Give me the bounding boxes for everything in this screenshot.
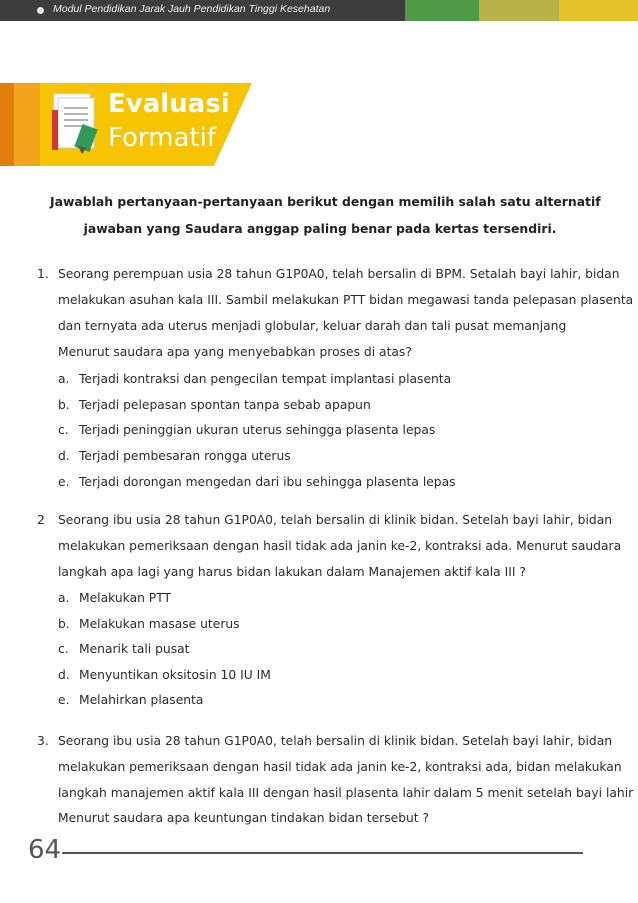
banner-title-formatif: Formatif [108, 123, 216, 153]
question-text-line: Menurut saudara apa keuntungan tindakan bidan tersebut ? [58, 811, 430, 825]
question-text-line: melakukan pemeriksaan dengan hasil tidak ada janin ke-2, kontraksi ada, bidan melakukan [58, 760, 622, 774]
option-text: Terjadi pembesaran rongga uterus [79, 449, 291, 463]
option-text: Melahirkan plasenta [79, 693, 204, 707]
instruction [50, 188, 601, 242]
question-text-line: Seorang ibu usia 28 tahun G1P0A0, telah bersalin di klinik bidan. Setelah bayi lahir, bidan [58, 513, 613, 527]
banner-stripe-orange [0, 83, 14, 166]
banner-stripe-amber [14, 83, 40, 166]
header-green-segment [405, 0, 479, 21]
option-text: Menyuntikan oksitosin 10 IU IM [79, 668, 271, 682]
question-text-line: melakukan pemeriksaan dengan hasil tidak ada janin ke-2, kontraksi ada. Menurut saudara [58, 539, 622, 553]
question-text-line: Seorang ibu usia 28 tahun G1P0A0, telah bersalin di klinik bidan. Setelah bayi lahir, bidan [58, 734, 613, 748]
document-pencil-icon [48, 90, 104, 156]
option-letter: e. [58, 693, 70, 707]
bullet-dot-icon [37, 7, 44, 14]
question-text-line: dan ternyata ada uterus menjadi globular, keluar darah dan tali pusat memanjang [58, 319, 567, 333]
option-text: Menarik tali pusat [79, 642, 190, 656]
option-text: Terjadi peninggian ukuran uterus sehingga plasenta lepas [79, 423, 436, 437]
question-number: 3. [37, 734, 49, 748]
top-header-bar [0, 0, 638, 21]
question-text-line: langkah apa lagi yang harus bidan lakukan dalam Manajemen aktif kala III ? [58, 565, 526, 579]
banner-title-evaluasi: Evaluasi [108, 89, 230, 119]
option-letter: e. [58, 475, 70, 489]
question-text-line: melakukan asuhan kala III. Sambil melakukan PTT bidan megawasi tanda pelepasan plasenta [58, 293, 634, 307]
question-text-line: Menurut saudara apa yang menyebabkan proses di atas? [58, 345, 412, 359]
page-number: 64 [28, 835, 62, 865]
option-text: Melakukan masase uterus [79, 617, 240, 631]
header-yellow-segment [559, 0, 638, 21]
option-letter: c. [58, 423, 69, 437]
option-letter: d. [58, 668, 70, 682]
header-olive-segment [479, 0, 559, 21]
option-letter: b. [58, 398, 70, 412]
option-text: Terjadi dorongan mengedan dari ibu sehingga plasenta lepas [79, 475, 456, 489]
footer-divider [62, 852, 583, 854]
instruction-line: Jawablah pertanyaan-pertanyaan berikut dengan memilih salah satu alternatif [50, 194, 601, 209]
option-text: Melakukan PTT [79, 591, 172, 605]
option-letter: a. [58, 591, 70, 605]
instruction-line: jawaban yang Saudara anggap paling benar pada kertas tersendiri. [83, 221, 557, 236]
question-text-line: langkah manajemen aktif kala III dengan hasil plasenta lahir dalam 5 menit setelah bayi lahir [58, 786, 634, 800]
question-number: 1. [37, 267, 49, 281]
option-letter: a. [58, 372, 70, 386]
option-letter: d. [58, 449, 70, 463]
option-letter: c. [58, 642, 69, 656]
question-number: 2 [37, 513, 45, 527]
option-letter: b. [58, 617, 70, 631]
option-text: Terjadi pelepasan spontan tanpa sebab apapun [79, 398, 371, 412]
header-dark-segment [0, 0, 405, 21]
question-text-line: Seorang perempuan usia 28 tahun G1P0A0, telah bersalin di BPM. Setalah bayi lahir, bidan [58, 267, 620, 281]
option-text: Terjadi kontraksi dan pengecilan tempat implantasi plasenta [79, 372, 452, 386]
module-title: Modul Pendidikan Jarak Jauh Pendidikan Tinggi Kesehatan [53, 3, 331, 15]
